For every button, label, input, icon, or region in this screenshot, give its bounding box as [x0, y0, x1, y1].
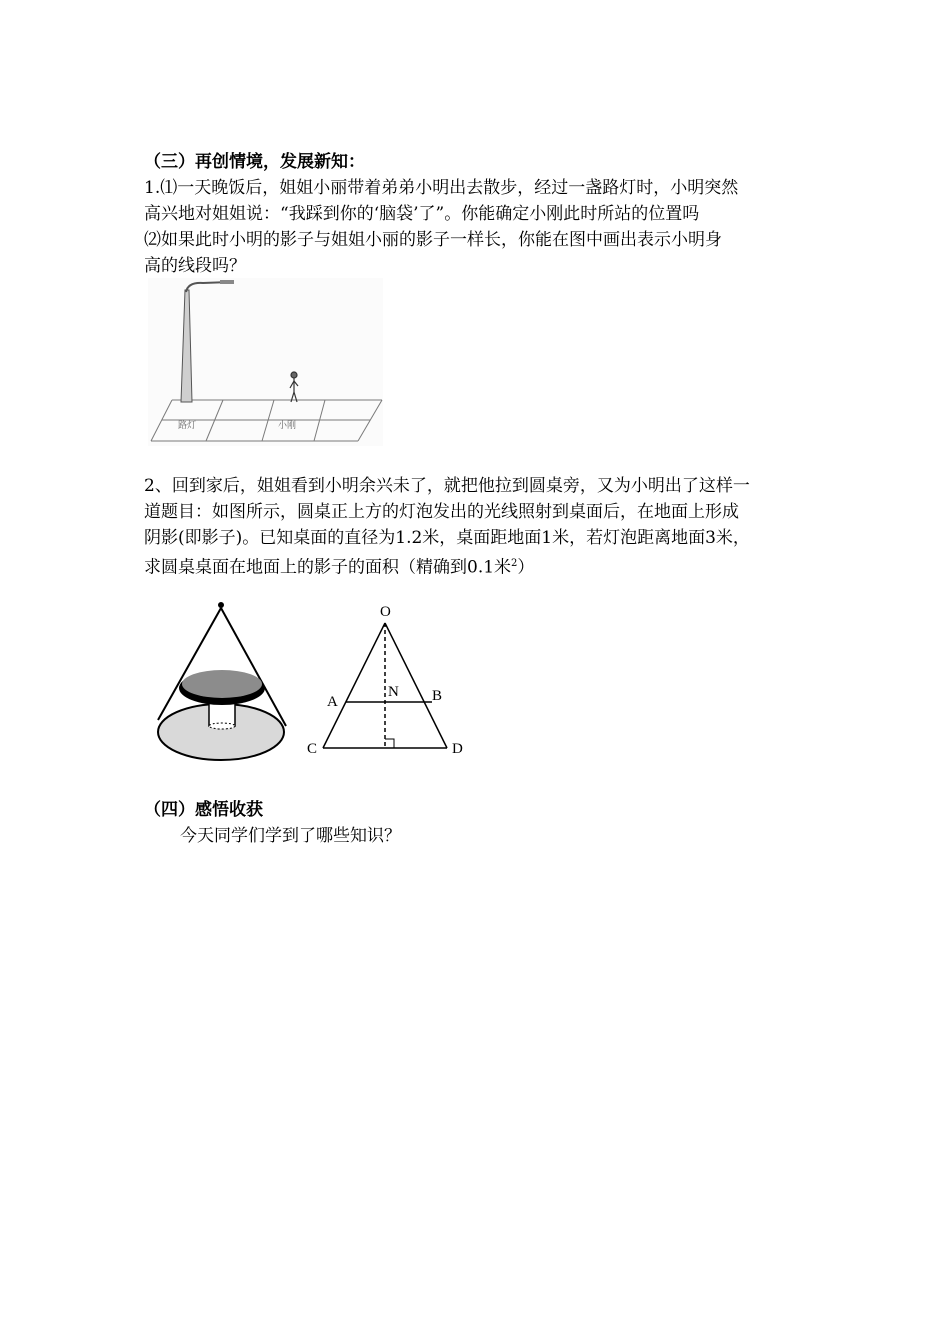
section3-heading: （三）再创情境，发展新知：: [144, 152, 365, 172]
label-O: O: [380, 604, 391, 620]
q1-line-3: ⑵如果此时小明的影子与姐姐小丽的影子一样长，你能在图中画出表示小明身: [144, 230, 722, 250]
q2-line-4-text: 求圆桌桌面在地面上的影子的面积（精确到0.1米: [144, 557, 512, 578]
q1-line-1: 1.⑴一天晚饭后，姐姐小丽带着弟弟小明出去散步，经过一盏路灯时，小明突然: [144, 178, 739, 198]
lamp-label: 路灯: [178, 420, 197, 430]
q1-line-2: 高兴地对姐姐说：“我踩到你的‘脑袋’了”。你能确定小刚此时所站的位置吗: [144, 204, 700, 224]
q2-line-2: 道题目：如图所示，圆桌正上方的灯泡发出的光线照射到桌面后，在地面上形成: [144, 502, 739, 522]
boy-label: 小刚: [278, 420, 297, 430]
q2-line-3: 阴影(即影子)。已知桌面的直径为1.2米，桌面距地面1米，若灯泡距离地面3米，: [144, 528, 750, 548]
q1-line-4: 高的线段吗？: [144, 256, 246, 276]
q2-superscript: 2: [511, 558, 518, 569]
label-N: N: [388, 684, 399, 700]
section4-heading: （四）感悟收获: [144, 800, 263, 820]
triangle-figure: [300, 598, 475, 770]
bulb-icon: [218, 602, 224, 608]
label-D: D: [452, 741, 463, 757]
q2-line-4-close: ）: [517, 557, 535, 578]
q2-line-4: [144, 552, 534, 580]
table-top: [182, 670, 262, 698]
streetlamp-figure: [148, 278, 383, 446]
label-A: A: [327, 694, 338, 710]
table-shadow-figure: [150, 598, 300, 770]
section4-question: 今天同学们学到了哪些知识？: [180, 826, 401, 846]
label-B: B: [432, 688, 443, 704]
label-C: C: [307, 741, 318, 757]
q2-line-1: 2、回到家后，姐姐看到小明余兴未了，就把他拉到圆桌旁，又为小明出了这样一: [144, 476, 750, 496]
